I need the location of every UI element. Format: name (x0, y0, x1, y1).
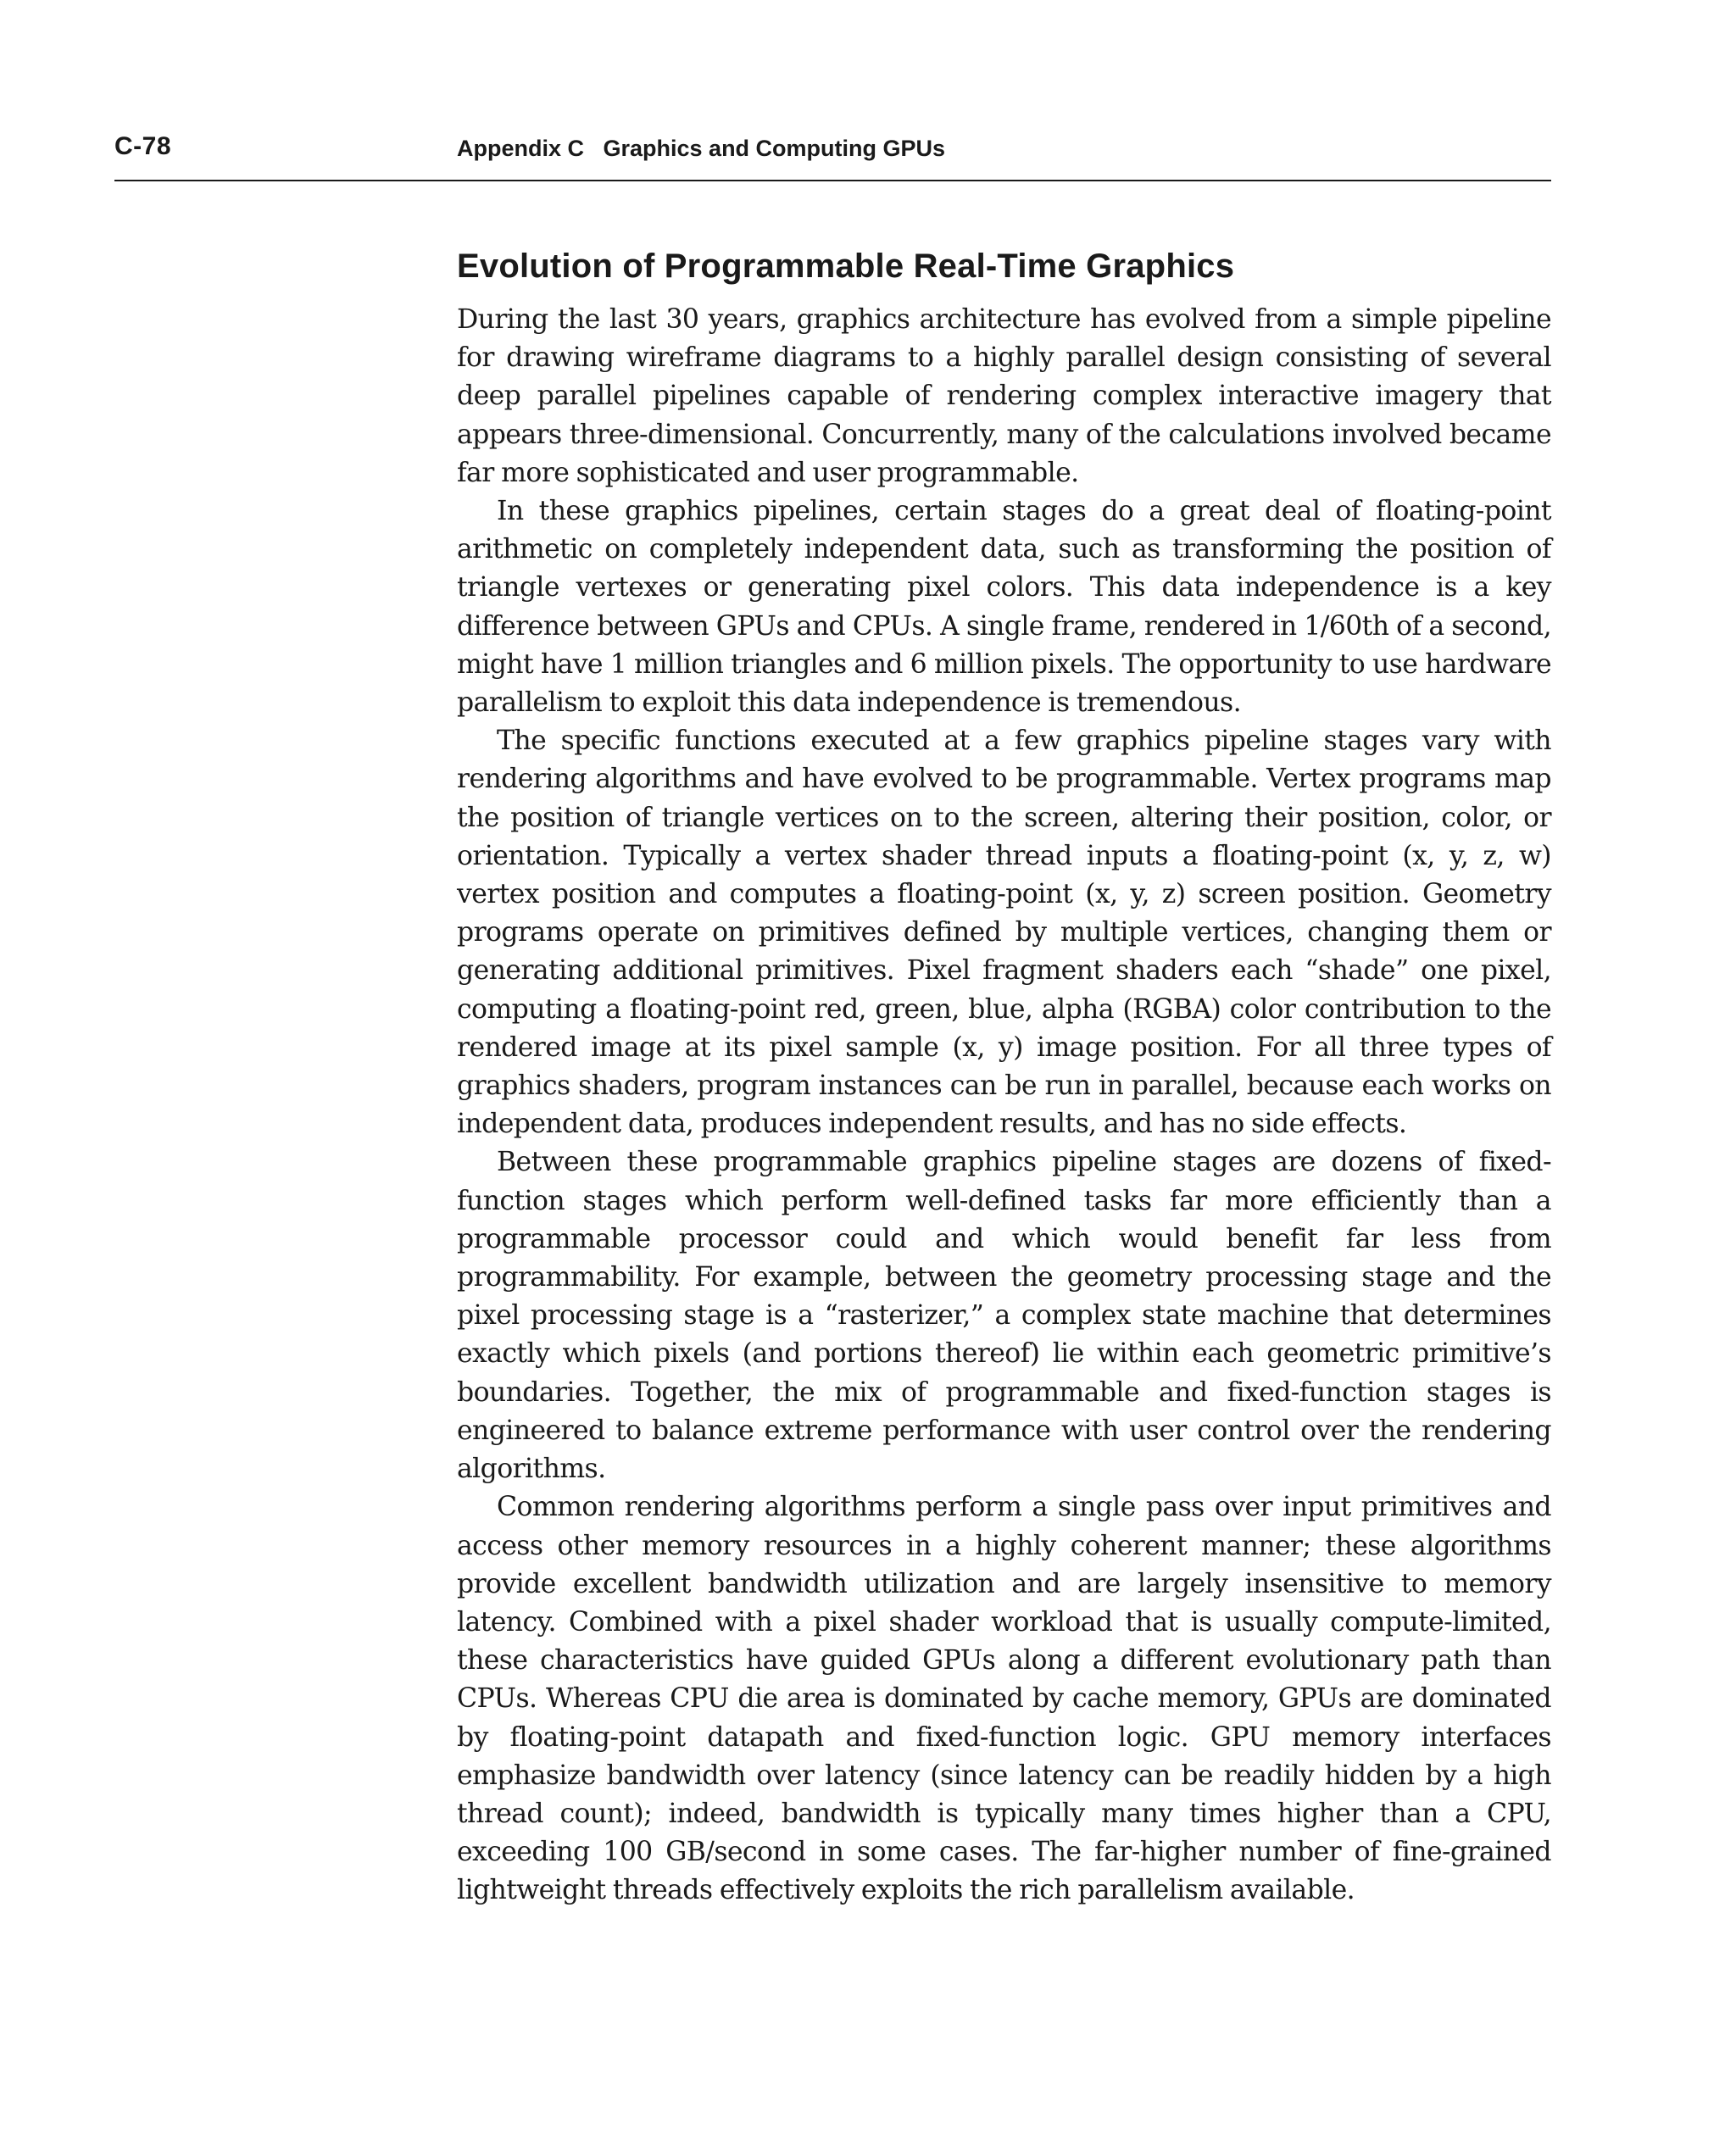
paragraph-1: During the last 30 years, graphics architecture has evolved from a simple pipeline for drawing wireframe diagrams to a highly parallel design consisting of several deep parallel pipelines capable of rendering complex interactive imagery that appears three-dimensional. Concurrently, many of the calculations involved became far more sophisticated and user programmable. (457, 304, 1551, 488)
paragraph-5: Common rendering algorithms perform a single pass over input primitives and access other memory resources in a highly coherent manner; these algorithms provide excellent bandwidth utilization and are largely insensitive to memory latency. Combined with a pixel shader workload that is usually compute-limited, these characteristics have guided GPUs along a different evolutionary path than CPUs. Whereas CPU die area is dominated by cache memory, GPUs are dominated by floating-point datapath and fixed-function logic. GPU memory interfaces emphasize bandwidth over latency (since latency can be readily hidden by a high thread count); indeed, bandwidth is typically many times higher than a CPU, exceeding 100 GB/second in some cases. The far-higher number of fine-grained lightweight threads effectively exploits the rich parallelism available. (457, 1492, 1551, 1906)
section-title: Evolution of Programmable Real-Time Graphics (457, 247, 1235, 285)
paragraph-2: In these graphics pipelines, certain stages do a great deal of floating-point arithmetic on completely independent data, such as transforming the position of triangle vertexes or generating pixel colors. This data independence is a key difference between GPUs and CPUs. A single frame, rendered in 1/60th of a second, might have 1 million triangles and 6 million pixels. The opportunity to use hardware parallelism to exploit this data independence is tremendous. (457, 496, 1551, 719)
paragraph-3: The specific functions executed at a few graphics pipeline stages vary with rendering algorithms and have evolved to be programmable. Vertex programs map the position of triangle vertices on to the screen, altering their position, color, or orientation. Typically a vertex shader thread inputs a floating-point (x, y, z, w) vertex position and computes a floating-point (x, y, z) screen position. Geometry programs operate on primitives defined by multiple vertices, changing them or generating additional primitives. Pixel fragment shaders each “shade” one pixel, computing a floating-point red, green, blue, alpha (RGBA) color contribution to the rendered image at its pixel sample (x, y) image position. For all three types of graphics shaders, program instances can be run in parallel, because each works on independent data, produces independent results, and has no side effects. (457, 726, 1551, 1140)
main-content (457, 247, 1551, 1910)
running-head (114, 129, 1551, 181)
paragraph-4: Between these programmable graphics pipeline stages are dozens of fixed-function stages which perform well-defined tasks far more efficiently than a programmable processor could and which would benefit far less from programmability. For example, between the geometry processing stage and the pixel processing stage is a “rasterizer,” a complex state machine that determines exactly which pixels (and portions thereof) lie within each geometric primitive’s boundaries. Together, the mix of programmable and fixed-function stages is engineered to balance extreme performance with user control over the rendering algorithms. (457, 1147, 1551, 1485)
page-number: C-78 (114, 132, 172, 160)
chapter-header: Appendix C Graphics and Computing GPUs (457, 136, 946, 161)
